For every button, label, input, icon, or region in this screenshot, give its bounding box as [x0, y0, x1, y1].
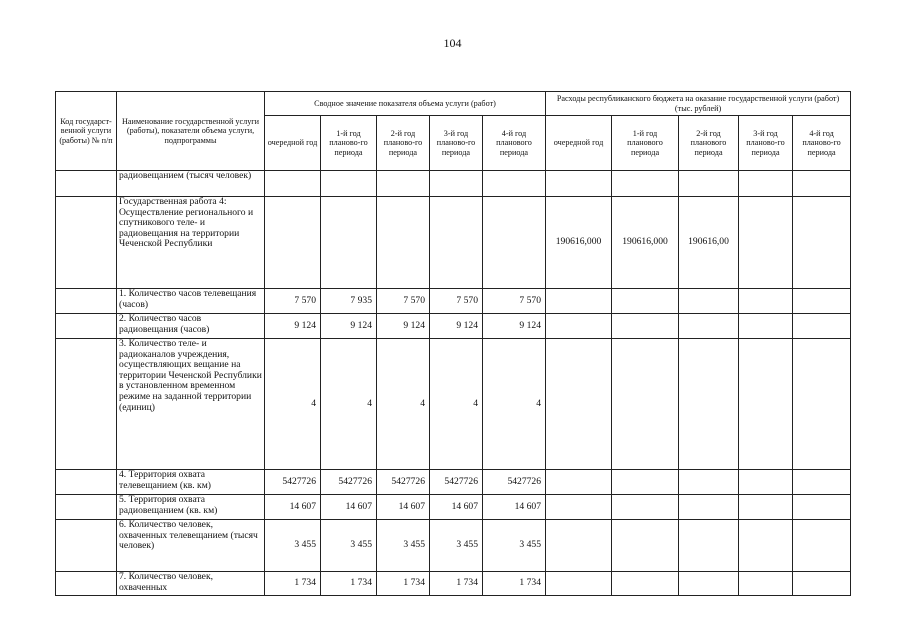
expense-cell — [739, 314, 793, 339]
volume-cell: 1 734 — [265, 572, 321, 596]
code-cell — [56, 470, 117, 495]
table-row — [56, 339, 851, 470]
name-cell: 4. Территория охвата телевещанием (кв. км) — [117, 470, 265, 495]
expense-cell — [679, 495, 739, 520]
expense-cell — [546, 289, 612, 314]
volume-cell: 4 — [377, 339, 430, 470]
expense-cell — [679, 572, 739, 596]
table-row — [56, 197, 851, 289]
expense-cell — [612, 495, 679, 520]
page-number: 104 — [443, 36, 462, 50]
expense-cell — [793, 289, 851, 314]
name-cell: Государственная работа 4: Осуществление регионального и спутникового теле- и радиовещания на территории Чеченской Республики — [117, 197, 265, 289]
volume-cell: 14 607 — [483, 495, 546, 520]
expense-cell — [612, 314, 679, 339]
volume-cell: 9 124 — [377, 314, 430, 339]
volume-cell: 3 455 — [265, 520, 321, 572]
expense-cell — [546, 520, 612, 572]
code-cell — [56, 495, 117, 520]
volume-cell: 9 124 — [430, 314, 483, 339]
table-row — [56, 520, 851, 572]
header-expense-sub: 3-й год планово-го периода — [739, 116, 793, 171]
volume-cell — [321, 197, 377, 289]
volume-cell: 1 734 — [483, 572, 546, 596]
expense-cell — [546, 314, 612, 339]
expense-cell — [679, 289, 739, 314]
volume-cell — [430, 171, 483, 197]
code-cell — [56, 572, 117, 596]
expense-cell — [612, 572, 679, 596]
code-cell — [56, 339, 117, 470]
header-expense-sub: 1-й год планового периода — [612, 116, 679, 171]
volume-cell: 4 — [321, 339, 377, 470]
volume-cell — [377, 197, 430, 289]
expense-cell — [739, 572, 793, 596]
volume-cell: 9 124 — [265, 314, 321, 339]
table-row — [56, 495, 851, 520]
volume-cell: 5427726 — [265, 470, 321, 495]
name-cell: 7. Количество человек, охваченных — [117, 572, 265, 596]
expense-cell: 190616,000 — [612, 197, 679, 289]
expense-cell — [739, 171, 793, 197]
volume-cell — [483, 197, 546, 289]
volume-cell: 9 124 — [321, 314, 377, 339]
volume-cell: 5427726 — [430, 470, 483, 495]
volume-cell: 7 570 — [483, 289, 546, 314]
expense-cell — [546, 572, 612, 596]
volume-cell: 3 455 — [483, 520, 546, 572]
name-cell: 2. Количество часов радиовещания (часов) — [117, 314, 265, 339]
expense-cell — [546, 495, 612, 520]
header-volume-sub: 1-й год планово-го периода — [321, 116, 377, 171]
volume-cell: 1 734 — [377, 572, 430, 596]
expense-cell — [739, 197, 793, 289]
name-cell: радиовещанием (тысяч человек) — [117, 171, 265, 197]
expense-cell — [612, 470, 679, 495]
volume-cell: 4 — [483, 339, 546, 470]
code-cell — [56, 197, 117, 289]
expense-cell — [612, 339, 679, 470]
expense-cell — [793, 495, 851, 520]
expense-cell — [739, 339, 793, 470]
table-row — [56, 572, 851, 596]
header-expense-sub: очередной год — [546, 116, 612, 171]
header-expenses-group: Расходы республиканского бюджета на оказание государственной услуги (работ) (тыс. рублей) — [546, 92, 851, 116]
code-cell — [56, 314, 117, 339]
header-volume-sub: 4-й год планового периода — [483, 116, 546, 171]
table-row — [56, 470, 851, 495]
header-name: Наименование государственной услуги (работы), показатели объема услуги, подпрограммы — [117, 92, 265, 171]
name-cell: 3. Количество теле- и радиоканалов учреждения, осуществляющих вещание на территории Чеченской Республики в установленном временном режиме на заданной территории (единиц) — [117, 339, 265, 470]
name-cell: 6. Количество человек, охваченных телевещанием (тысяч человек) — [117, 520, 265, 572]
volume-cell: 7 570 — [377, 289, 430, 314]
expense-cell — [739, 520, 793, 572]
volume-cell: 7 570 — [430, 289, 483, 314]
header-expense-sub: 4-й год планово-го периода — [793, 116, 851, 171]
expense-cell — [612, 289, 679, 314]
volume-cell: 14 607 — [265, 495, 321, 520]
header-code: Код государст-венной услуги (работы) № п/п — [56, 92, 117, 171]
expense-cell — [612, 520, 679, 572]
volume-cell — [377, 171, 430, 197]
code-cell — [56, 171, 117, 197]
header-volume-group: Сводное значение показателя объема услуги (работ) — [265, 92, 546, 116]
volume-cell: 5427726 — [321, 470, 377, 495]
volume-cell: 1 734 — [430, 572, 483, 596]
volume-cell: 7 935 — [321, 289, 377, 314]
expense-cell — [739, 470, 793, 495]
expense-cell — [739, 495, 793, 520]
name-cell: 5. Территория охвата радиовещанием (кв. км) — [117, 495, 265, 520]
expense-cell — [679, 470, 739, 495]
volume-cell — [265, 171, 321, 197]
expense-cell — [793, 197, 851, 289]
expense-cell — [679, 339, 739, 470]
header-volume-sub: 3-й год планово-го периода — [430, 116, 483, 171]
header-volume-sub: очередной год — [265, 116, 321, 171]
volume-cell: 14 607 — [321, 495, 377, 520]
expense-cell — [793, 470, 851, 495]
expense-cell — [612, 171, 679, 197]
volume-cell: 14 607 — [377, 495, 430, 520]
expense-cell — [793, 314, 851, 339]
expense-cell — [679, 314, 739, 339]
table-row — [56, 171, 851, 197]
table-row — [56, 289, 851, 314]
table-row — [56, 314, 851, 339]
header-expense-sub: 2-й год планового периода — [679, 116, 739, 171]
expense-cell — [546, 470, 612, 495]
volume-cell: 4 — [430, 339, 483, 470]
code-cell — [56, 520, 117, 572]
volume-cell: 3 455 — [430, 520, 483, 572]
expense-cell — [546, 339, 612, 470]
volume-cell: 14 607 — [430, 495, 483, 520]
expense-cell — [793, 339, 851, 470]
volume-cell — [321, 171, 377, 197]
volume-cell: 5427726 — [377, 470, 430, 495]
header-volume-sub: 2-й год планово-го периода — [377, 116, 430, 171]
volume-cell: 9 124 — [483, 314, 546, 339]
name-cell: 1. Количество часов телевещания (часов) — [117, 289, 265, 314]
expense-cell — [679, 171, 739, 197]
volume-cell: 3 455 — [377, 520, 430, 572]
volume-cell: 5427726 — [483, 470, 546, 495]
volume-cell: 3 455 — [321, 520, 377, 572]
volume-cell: 7 570 — [265, 289, 321, 314]
expense-cell — [546, 171, 612, 197]
budget-table — [55, 91, 851, 596]
volume-cell — [430, 197, 483, 289]
expense-cell — [739, 289, 793, 314]
code-cell — [56, 289, 117, 314]
expense-cell — [793, 171, 851, 197]
volume-cell: 4 — [265, 339, 321, 470]
volume-cell — [483, 171, 546, 197]
expense-cell: 190616,00 — [679, 197, 739, 289]
expense-cell — [679, 520, 739, 572]
volume-cell — [265, 197, 321, 289]
expense-cell — [793, 572, 851, 596]
expense-cell: 190616,000 — [546, 197, 612, 289]
expense-cell — [793, 520, 851, 572]
volume-cell: 1 734 — [321, 572, 377, 596]
